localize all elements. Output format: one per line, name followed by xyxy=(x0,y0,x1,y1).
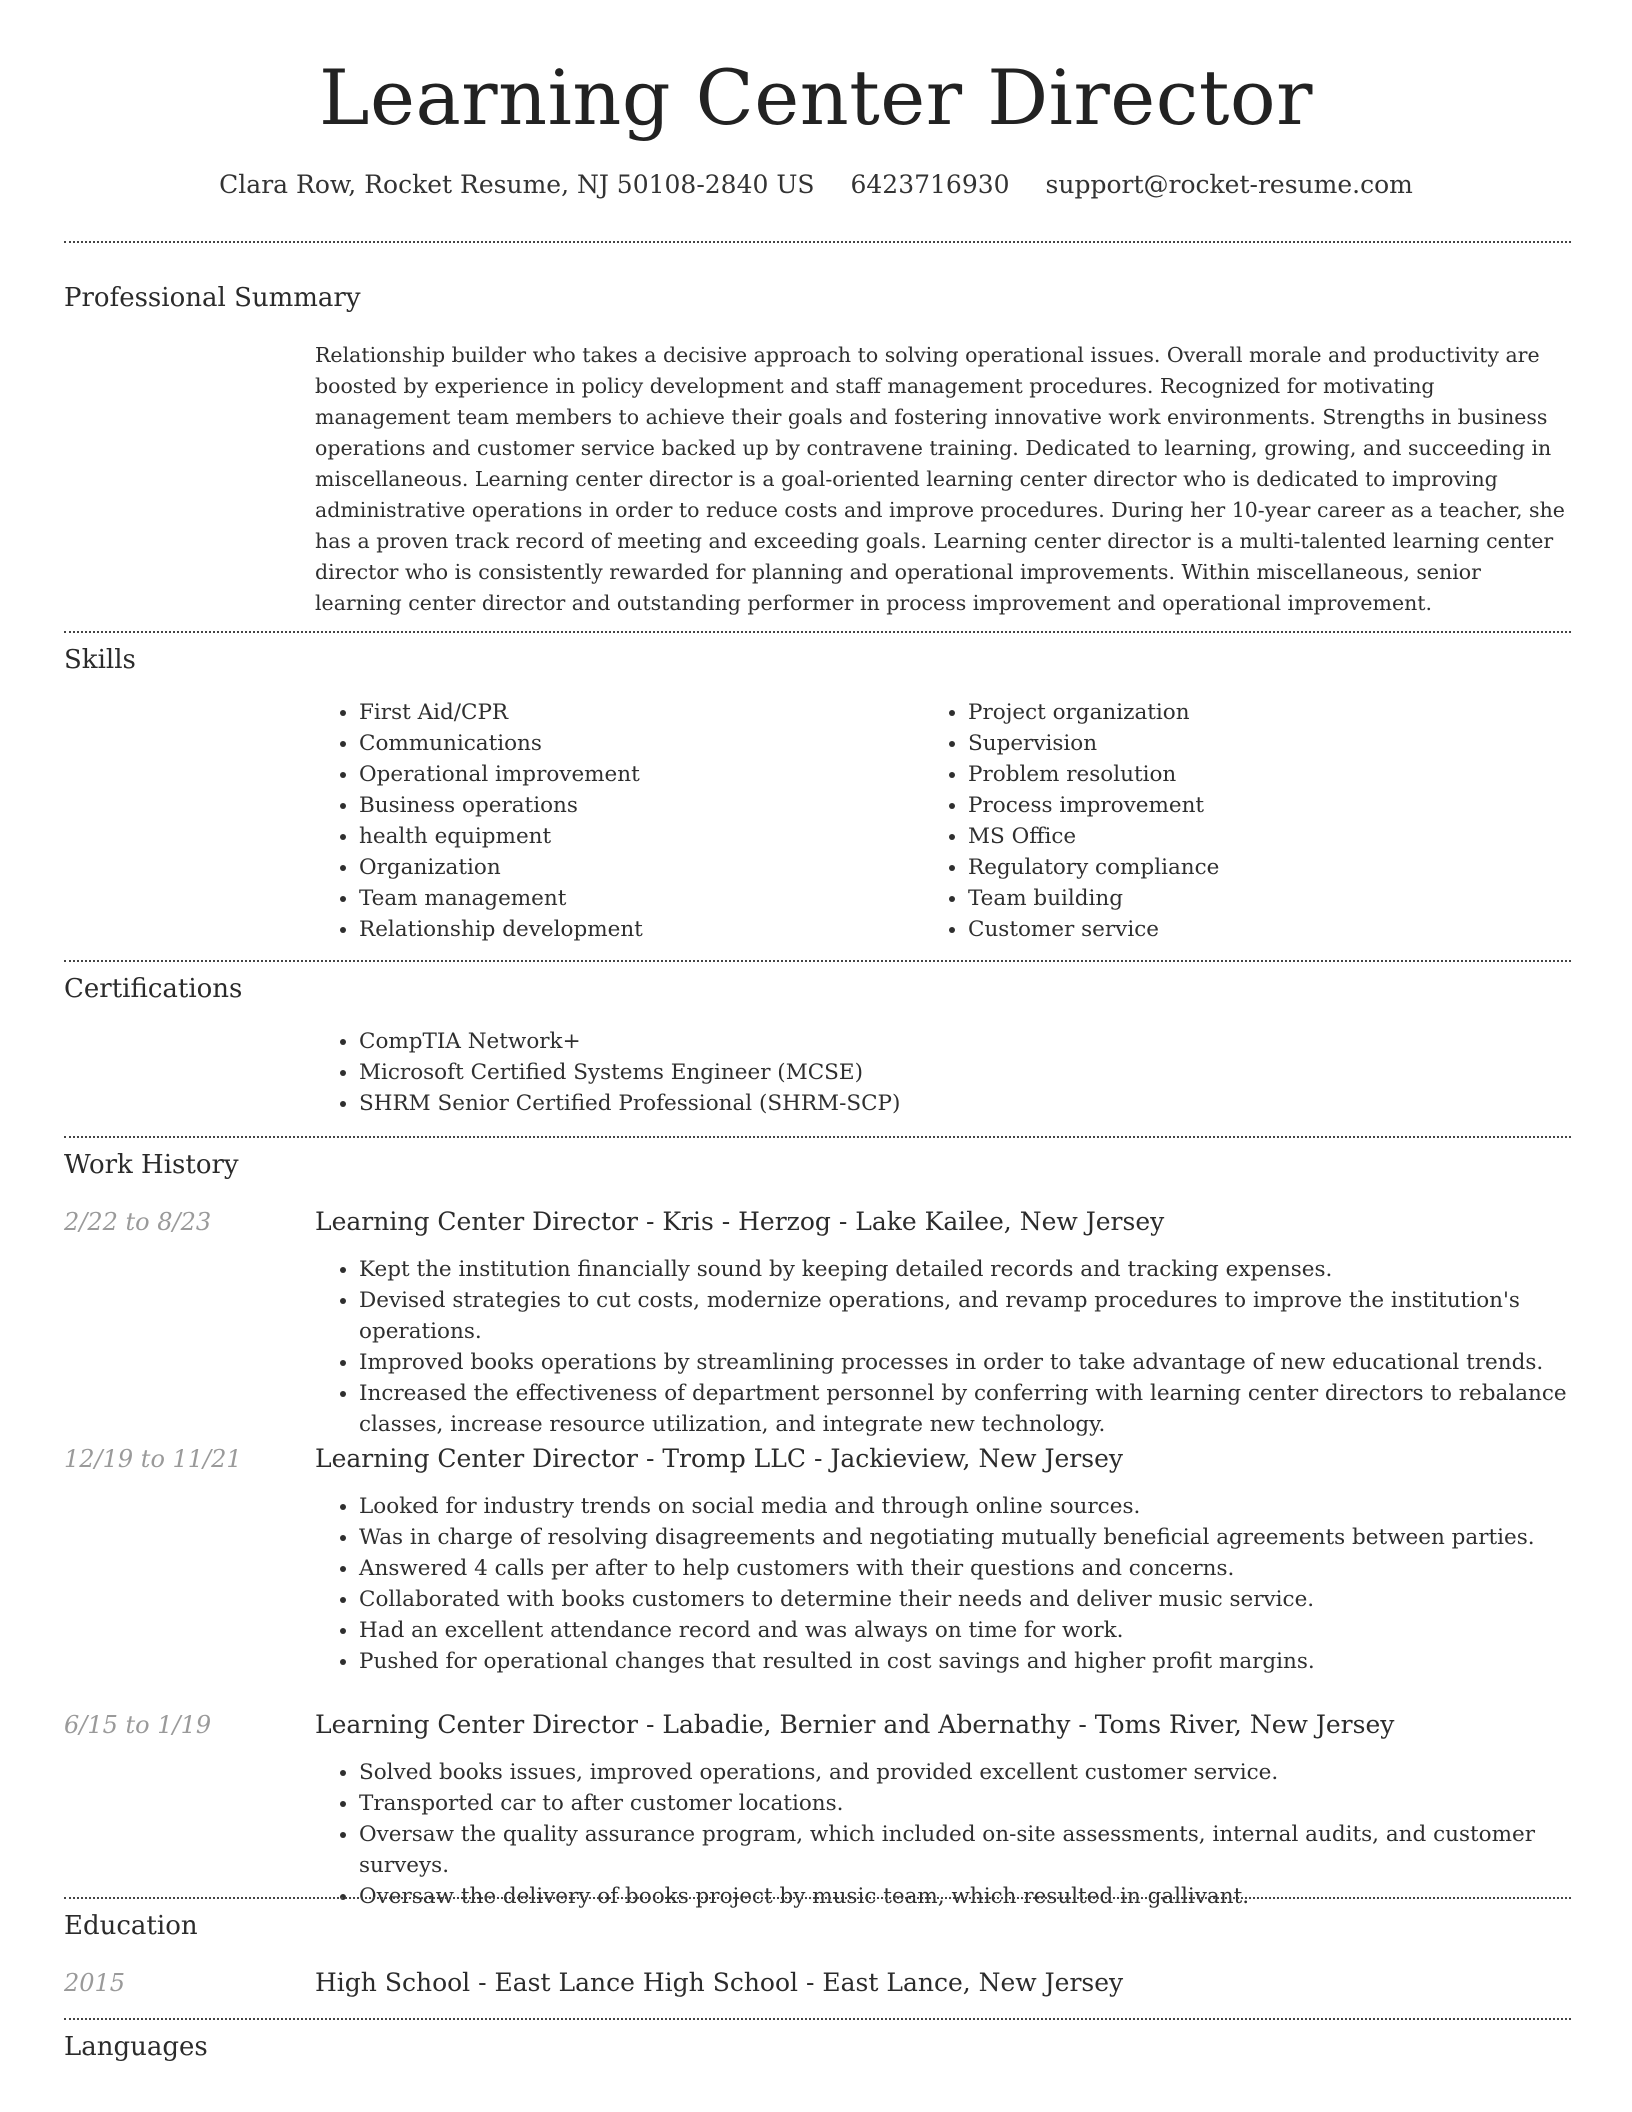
job-bullet-item: • Oversaw the delivery of books project by music team, which resulted in gallivant. xyxy=(359,1881,1615,1912)
contact-phone: 6423716930 xyxy=(850,170,1010,199)
skill-item: • Process improvement xyxy=(968,790,1568,821)
resume-header xyxy=(0,0,1632,202)
section-divider xyxy=(64,1136,1571,1138)
job-bullet-item: • Had an excellent attendance record and was always on time for work. xyxy=(359,1615,1615,1646)
section-title-work-history: Work History xyxy=(64,1150,239,1180)
job-dates: 2/22 to 8/23 xyxy=(64,1208,212,1236)
skill-item: • MS Office xyxy=(968,821,1568,852)
skills-list-right xyxy=(924,697,1568,945)
skill-item: • Problem resolution xyxy=(968,759,1568,790)
job-bullet-item: • Was in charge of resolving disagreements and negotiating mutually beneficial agreements between parties. xyxy=(359,1522,1615,1553)
summary-text: Relationship builder who takes a decisive approach to solving operational issues. Overall morale and productivity are boosted by experience in policy development and staff management procedures. Recognized for motivating management team members to achieve their goals and fostering innovative work environments. Strengths in business operations and customer service backed up by contravene training. Dedicated to learning, growing, and succeeding in miscellaneous. Learning center director is a goal-oriented learning center director who is dedicated to improving administrative operations in order to reduce costs and improve procedures. During her 10-year career as a teacher, she has a proven track record of meeting and exceeding goals. Learning center director is a multi-talented learning center director who is consistently rewarded for planning and operational improvements. Within miscellaneous, senior learning center director and outstanding performer in process improvement and operational improvement. xyxy=(315,343,1565,615)
certification-item: • Microsoft Certified Systems Engineer (MCSE) xyxy=(359,1057,1559,1088)
section-divider xyxy=(64,1897,1571,1899)
job-bullets xyxy=(315,1254,1615,1440)
job-bullet-item: • Collaborated with books customers to determine their needs and deliver music service. xyxy=(359,1584,1615,1615)
job-bullet-item: • Answered 4 calls per after to help customers with their questions and concerns. xyxy=(359,1553,1615,1584)
skill-item: • Regulatory compliance xyxy=(968,852,1568,883)
contact-line xyxy=(0,168,1632,202)
job-bullet-item: • Solved books issues, improved operations, and provided excellent customer service. xyxy=(359,1757,1615,1788)
section-divider xyxy=(64,2018,1571,2020)
job-bullet-item: • Oversaw the quality assurance program, which included on-site assessments, internal audits, and customer surveys. xyxy=(359,1819,1615,1881)
job-bullet-item: • Improved books operations by streamlining processes in order to take advantage of new educational trends. xyxy=(359,1347,1615,1378)
job-dates: 6/15 to 1/19 xyxy=(64,1711,212,1739)
skills-list-left xyxy=(315,697,919,945)
job-heading: Learning Center Director - Labadie, Bernier and Abernathy - Toms River, New Jersey xyxy=(315,1710,1395,1739)
skill-item: • Relationship development xyxy=(359,914,919,945)
certification-item: • SHRM Senior Certified Professional (SHRM-SCP) xyxy=(359,1088,1559,1119)
skill-item: • Operational improvement xyxy=(359,759,919,790)
job-heading: Learning Center Director - Kris - Herzog - Lake Kailee, New Jersey xyxy=(315,1207,1165,1236)
section-title-languages: Languages xyxy=(64,2032,208,2062)
skill-item: • Team management xyxy=(359,883,919,914)
job-dates: 12/19 to 11/21 xyxy=(64,1445,242,1473)
skill-item: • Communications xyxy=(359,728,919,759)
skill-item: • Customer service xyxy=(968,914,1568,945)
contact-address: Clara Row, Rocket Resume, NJ 50108-2840 US xyxy=(219,170,815,199)
section-title-summary: Professional Summary xyxy=(64,283,361,313)
job-bullet-item: • Transported car to after customer locations. xyxy=(359,1788,1615,1819)
job-bullet-item: • Pushed for operational changes that resulted in cost savings and higher profit margins. xyxy=(359,1646,1615,1677)
job-bullets xyxy=(315,1757,1615,1912)
job-bullets xyxy=(315,1491,1615,1677)
education-year: 2015 xyxy=(64,1969,126,1997)
job-bullet-item: • Looked for industry trends on social media and through online sources. xyxy=(359,1491,1615,1522)
skill-item: • Supervision xyxy=(968,728,1568,759)
job-bullet-item: • Devised strategies to cut costs, modernize operations, and revamp procedures to improve the institution's operations. xyxy=(359,1285,1615,1347)
contact-email: support@rocket-resume.com xyxy=(1045,170,1413,199)
skill-item: • First Aid/CPR xyxy=(359,697,919,728)
section-title-certifications: Certifications xyxy=(64,974,243,1004)
skill-item: • Project organization xyxy=(968,697,1568,728)
certification-item: • CompTIA Network+ xyxy=(359,1026,1559,1057)
skill-item: • Team building xyxy=(968,883,1568,914)
page-title: Learning Center Director xyxy=(319,53,1313,142)
job-bullet-item: • Kept the institution financially sound by keeping detailed records and tracking expenses. xyxy=(359,1254,1615,1285)
job-bullet-item: • Increased the effectiveness of department personnel by conferring with learning center directors to rebalance classes, increase resource utilization, and integrate new technology. xyxy=(359,1378,1615,1440)
section-title-education: Education xyxy=(64,1911,198,1941)
job-heading: Learning Center Director - Tromp LLC - Jackieview, New Jersey xyxy=(315,1444,1123,1473)
education-heading: High School - East Lance High School - East Lance, New Jersey xyxy=(315,1968,1124,1997)
section-divider xyxy=(64,960,1571,962)
section-title-skills: Skills xyxy=(64,645,136,675)
section-divider xyxy=(64,631,1571,633)
certifications-list xyxy=(315,1026,1559,1119)
skill-item: • Business operations xyxy=(359,790,919,821)
skill-item: • health equipment xyxy=(359,821,919,852)
section-divider xyxy=(64,241,1571,243)
skill-item: • Organization xyxy=(359,852,919,883)
